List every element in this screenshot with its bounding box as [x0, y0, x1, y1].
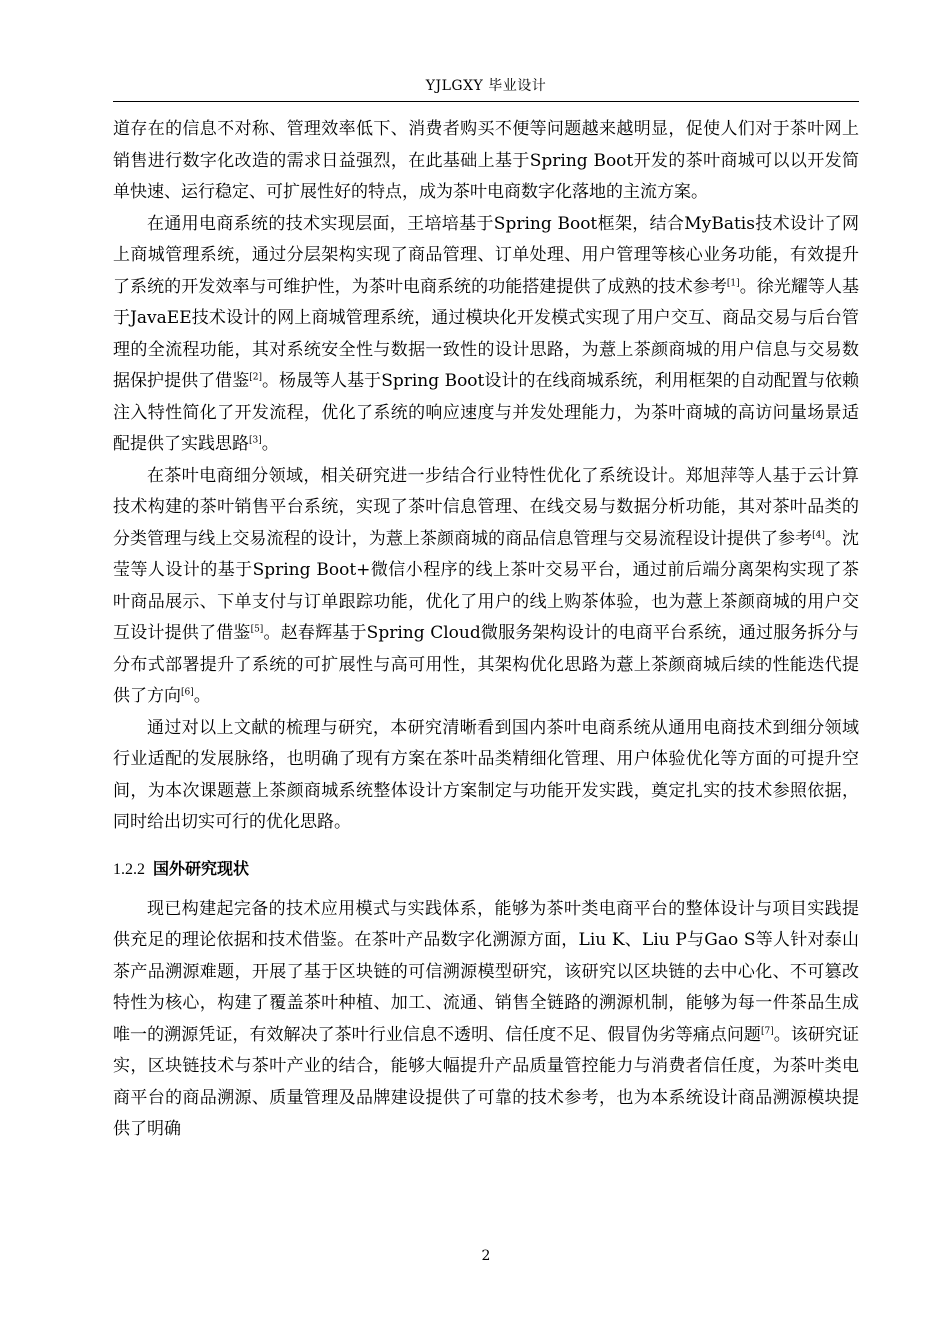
paragraph-text: 。沈莹等人设计的基于Spring Boot+微信小程序的线上茶叶交易平台，通过前后端分离架构实现了茶叶商品展示、下单支付与订单跟踪功能，优化了用户的线上购茶体验，也为薏上茶颜商城的用户交互设计提供了借鉴 [113, 528, 860, 643]
paragraph-4: 通过对以上文献的梳理与研究，本研究清晰看到国内茶叶电商系统从通用电商技术到细分领域行业适配的发展脉络，也明确了现有方案在茶叶品类精细化管理、用户体验优化等方面的可提升空间，为本次课题薏上茶颜商城系统整体设计方案制定与功能开发实践，奠定扎实的技术参照依据，同时给出切实可行的优化思路。 [113, 717, 859, 832]
paragraph-text: 。徐光耀等人基于JavaEE技术设计的网上商城管理系统，通过模块化开发模式实现了用户交互、商品交易与后台管理的全流程功能，其对系统安全性与数据一致性的设计思路，为薏上茶颜商城的用户信息与交易数据保护提供了借鉴 [113, 276, 860, 391]
paragraph-3 [113, 461, 859, 713]
citation-ref-6: [6] [181, 687, 194, 698]
citation-ref-5: [5] [250, 624, 264, 635]
citation-ref-1: [1] [726, 277, 740, 288]
section-number: 1.2.2 [113, 860, 145, 878]
section-heading [113, 856, 859, 883]
citation-ref-2: [2] [249, 372, 262, 383]
paragraph-text: 。赵春辉基于Spring Cloud微服务架构设计的电商平台系统，通过服务拆分与分布式部署提升了系统的可扩展性与高可用性，其架构优化思路为薏上茶颜商城后续的性能迭代提供了方向 [113, 623, 859, 706]
paragraph-text: 在茶叶电商细分领域，相关研究进一步结合行业特性优化了系统设计。郑旭萍等人基于云计算技术构建的茶叶销售平台系统，实现了茶叶信息管理、在线交易与数据分析功能，其对茶叶品类的分类管理与线上交易流程的设计，为薏上茶颜商城的商品信息管理与交易流程设计提供了参考 [113, 465, 859, 549]
page-body [113, 114, 859, 1146]
paragraph-1: 道存在的信息不对称、管理效率低下、消费者购买不便等问题越来越明显，促使人们对于茶叶网上销售进行数字化改造的需求日益强烈，在此基础上基于Spring Boot开发的茶叶商城可以以开发简单快速、运行稳定、可扩展性好的特点，成为茶叶电商数字化落地的主流方案。 [113, 119, 859, 202]
paragraph-text: 现已构建起完备的技术应用模式与实践体系，能够为茶叶类电商平台的整体设计与项目实践提供充足的理论依据和技术借鉴。在茶叶产品数字化溯源方面，Liu K、Liu P与Gao S等人针对泰山茶产品溯源难题，开展了基于区块链的可信溯源模型研究，该研究以区块链的去中心化、不可篡改特性为核心，构建了覆盖茶叶种植、加工、流通、销售全链路的溯源机制，能够为每一件茶品生成唯一的溯源凭证，有效解决了茶叶行业信息不透明、信任度不足、假冒伪劣等痛点问题 [113, 898, 859, 1045]
paragraph-text: 在通用电商系统的技术实现层面，王培培基于Spring Boot框架，结合MyBatis技术设计了网上商城管理系统，通过分层架构实现了商品管理、订单处理、用户管理等核心业务功能，有效提升了系统的开发效率与可维护性，为茶叶电商系统的功能搭建提供了成熟的技术参考 [113, 213, 859, 297]
paragraph-text: 。该研究证实，区块链技术与茶叶产业的结合，能够大幅提升产品质量管控能力与消费者信任度，为茶叶类电商平台的商品溯源、质量管理及品牌建设提供了可靠的技术参考，也为本系统设计商品溯源模块提供了明确 [113, 1024, 860, 1139]
section-title: 国外研究现状 [153, 858, 250, 878]
paragraph-5 [113, 894, 859, 1146]
header-divider [113, 101, 859, 102]
citation-ref-4: [4] [812, 529, 825, 540]
paragraph-text: 。杨晟等人基于Spring Boot设计的在线商城系统，利用框架的自动配置与依赖注入特性简化了开发流程，优化了系统的响应速度与并发处理能力，为茶叶商城的高访问量场景适配提供了实践思路 [113, 371, 859, 454]
citation-ref-7: [7] [761, 1025, 774, 1036]
page-number: 2 [481, 1248, 491, 1264]
page-header: YJLGXY 毕业设计 [425, 78, 547, 94]
paragraph-text: 。 [261, 434, 279, 454]
paragraph-2 [113, 209, 859, 461]
citation-ref-3: [3] [249, 435, 262, 446]
paragraph-text: 。 [193, 686, 211, 706]
